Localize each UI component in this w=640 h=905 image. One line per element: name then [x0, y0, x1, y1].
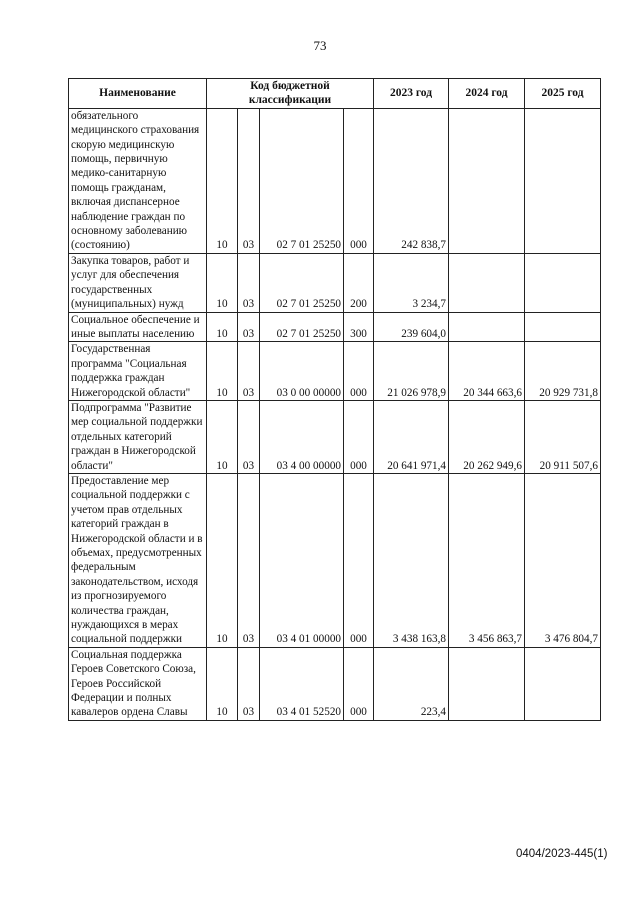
- table-row: [69, 342, 601, 401]
- row-2023: 223,4: [374, 647, 449, 720]
- header-2025: 2025 год: [525, 79, 601, 109]
- row-expense-type: 000: [344, 400, 374, 473]
- row-expense-type: 000: [344, 647, 374, 720]
- table-row: [69, 647, 601, 720]
- row-name: Социальная поддержка Героев Советского Союза, Героев Российской Федерации и полных кавалеров ордена Славы: [69, 647, 207, 720]
- header-name: Наименование: [69, 79, 207, 109]
- row-subsection: 03: [238, 312, 260, 342]
- row-2024: [449, 647, 525, 720]
- table-header-row: [69, 79, 601, 109]
- row-section: 10: [207, 647, 238, 720]
- row-section: 10: [207, 342, 238, 401]
- row-section: 10: [207, 253, 238, 312]
- table-row: [69, 108, 601, 253]
- row-target-article: 03 0 00 00000: [260, 342, 344, 401]
- row-section: 10: [207, 400, 238, 473]
- row-section: 10: [207, 312, 238, 342]
- row-target-article: 03 4 00 00000: [260, 400, 344, 473]
- table-row: [69, 253, 601, 312]
- row-name: Социальное обеспечение и иные выплаты населению: [69, 312, 207, 342]
- row-section: 10: [207, 108, 238, 253]
- row-2024: 20 262 949,6: [449, 400, 525, 473]
- row-2023: 239 604,0: [374, 312, 449, 342]
- budget-table: [68, 78, 601, 721]
- row-name: Государственная программа "Социальная поддержка граждан Нижегородской области": [69, 342, 207, 401]
- row-name: Предоставление мер социальной поддержки с учетом прав отдельных категорий граждан в Нижегородской области и в объемах, предусмотренных федеральным законодательством, исходя из прогнозируемого количества граждан, нуждающихся в мерах социальной поддержки: [69, 473, 207, 647]
- row-2023: 242 838,7: [374, 108, 449, 253]
- row-subsection: 03: [238, 647, 260, 720]
- row-2024: 20 344 663,6: [449, 342, 525, 401]
- row-2023: 3 234,7: [374, 253, 449, 312]
- row-2024: [449, 253, 525, 312]
- row-subsection: 03: [238, 108, 260, 253]
- row-expense-type: 000: [344, 342, 374, 401]
- row-expense-type: 300: [344, 312, 374, 342]
- row-subsection: 03: [238, 253, 260, 312]
- row-2024: [449, 108, 525, 253]
- row-expense-type: 200: [344, 253, 374, 312]
- row-2024: [449, 312, 525, 342]
- row-2025: 3 476 804,7: [525, 473, 601, 647]
- table-row: [69, 473, 601, 647]
- row-2025: 20 929 731,8: [525, 342, 601, 401]
- row-2025: 20 911 507,6: [525, 400, 601, 473]
- row-subsection: 03: [238, 473, 260, 647]
- row-target-article: 03 4 01 52520: [260, 647, 344, 720]
- row-2023: 20 641 971,4: [374, 400, 449, 473]
- header-2024: 2024 год: [449, 79, 525, 109]
- row-target-article: 02 7 01 25250: [260, 312, 344, 342]
- row-subsection: 03: [238, 342, 260, 401]
- row-name: Подпрограмма "Развитие мер социальной поддержки отдельных категорий граждан в Нижегородской области": [69, 400, 207, 473]
- row-2023: 3 438 163,8: [374, 473, 449, 647]
- row-2025: [525, 108, 601, 253]
- row-name: обязательного медицинского страхования скорую медицинскую помощь, первичную медико-санитарную помощь гражданам, включая диспансерное наблюдение граждан по основному заболеванию (состоянию): [69, 108, 207, 253]
- document-id: 0404/2023-445(1): [516, 848, 608, 860]
- row-expense-type: 000: [344, 108, 374, 253]
- row-2025: [525, 312, 601, 342]
- header-2023: 2023 год: [374, 79, 449, 109]
- row-target-article: 02 7 01 25250: [260, 253, 344, 312]
- table-row: [69, 312, 601, 342]
- row-section: 10: [207, 473, 238, 647]
- row-2025: [525, 647, 601, 720]
- row-name: Закупка товаров, работ и услуг для обеспечения государственных (муниципальных) нужд: [69, 253, 207, 312]
- row-target-article: 02 7 01 25250: [260, 108, 344, 253]
- row-subsection: 03: [238, 400, 260, 473]
- header-code: Код бюджетной классификации: [207, 79, 374, 109]
- page-number: 73: [313, 38, 327, 53]
- row-2023: 21 026 978,9: [374, 342, 449, 401]
- table-row: [69, 400, 601, 473]
- row-expense-type: 000: [344, 473, 374, 647]
- row-target-article: 03 4 01 00000: [260, 473, 344, 647]
- row-2024: 3 456 863,7: [449, 473, 525, 647]
- row-2025: [525, 253, 601, 312]
